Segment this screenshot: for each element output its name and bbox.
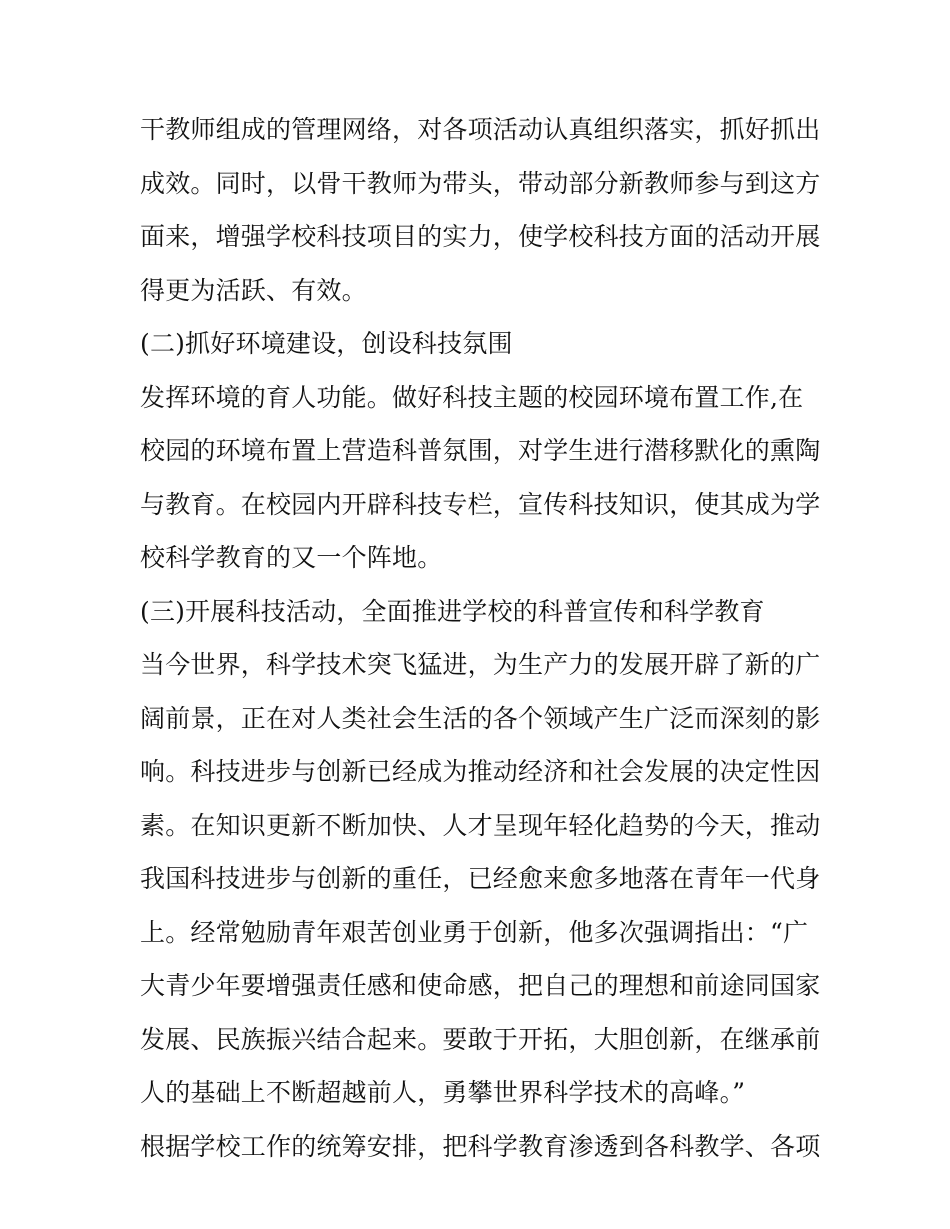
text-line: 与教育。在校园内开辟科技专栏，宣传科技知识，使其成为学 — [140, 489, 820, 519]
text-line: 当今世界，科学技术突飞猛进，为生产力的发展开辟了新的广 — [140, 650, 820, 679]
text-line: 面来，增强学校科技项目的实力，使学校科技方面的活动开展 — [140, 222, 820, 251]
text-line: 响。科技进步与创新已经成为推动经济和社会发展的决定性因 — [140, 757, 820, 786]
text-line: 校科学教育的又一个阵地。 — [140, 543, 443, 572]
text-line: 素。在知识更新不断加快、人才呈现年轻化趋势的今天，推动 — [140, 810, 820, 840]
text-line: 成效。同时，以骨干教师为带头，带动部分新教师参与到这方 — [140, 168, 820, 198]
text-line: 我国科技进步与创新的重任，已经愈来愈多地落在青年一代身 — [140, 864, 820, 893]
document-body — [140, 103, 820, 1173]
text-line: 发展、民族振兴结合起来。要敢于开拓，大胆创新，在继承前 — [140, 1024, 820, 1054]
text-line: 上。经常勉励青年艰苦创业勇于创新，他多次强调指出：“广 — [140, 917, 809, 947]
text-line: 阔前景，正在对人类社会生活的各个领域产生广泛而深刻的影 — [140, 703, 820, 733]
text-line: 得更为活跃、有效。 — [140, 275, 367, 305]
section-heading: (二)抓好环境建设，创设科技氛围 — [140, 329, 513, 358]
text-line: 发挥环境的育人功能。做好科技主题的校园环境布置工作,在 — [140, 382, 804, 412]
text-line: 根据学校工作的统筹安排，把科学教育渗透到各科教学、各项 — [140, 1131, 820, 1161]
text-line: 干教师组成的管理网络，对各项活动认真组织落实，抓好抓出 — [140, 115, 820, 144]
section-heading: (三)开展科技活动，全面推进学校的科普宣传和科学教育 — [140, 596, 765, 626]
text-line: 大青少年要增强责任感和使命感，把自己的理想和前途同国家 — [140, 971, 820, 1000]
text-line: 校园的环境布置上营造科普氛围，对学生进行潜移默化的熏陶 — [140, 436, 820, 465]
text-line: 人的基础上不断超越前人，勇攀世界科学技术的高峰。” — [140, 1078, 746, 1107]
